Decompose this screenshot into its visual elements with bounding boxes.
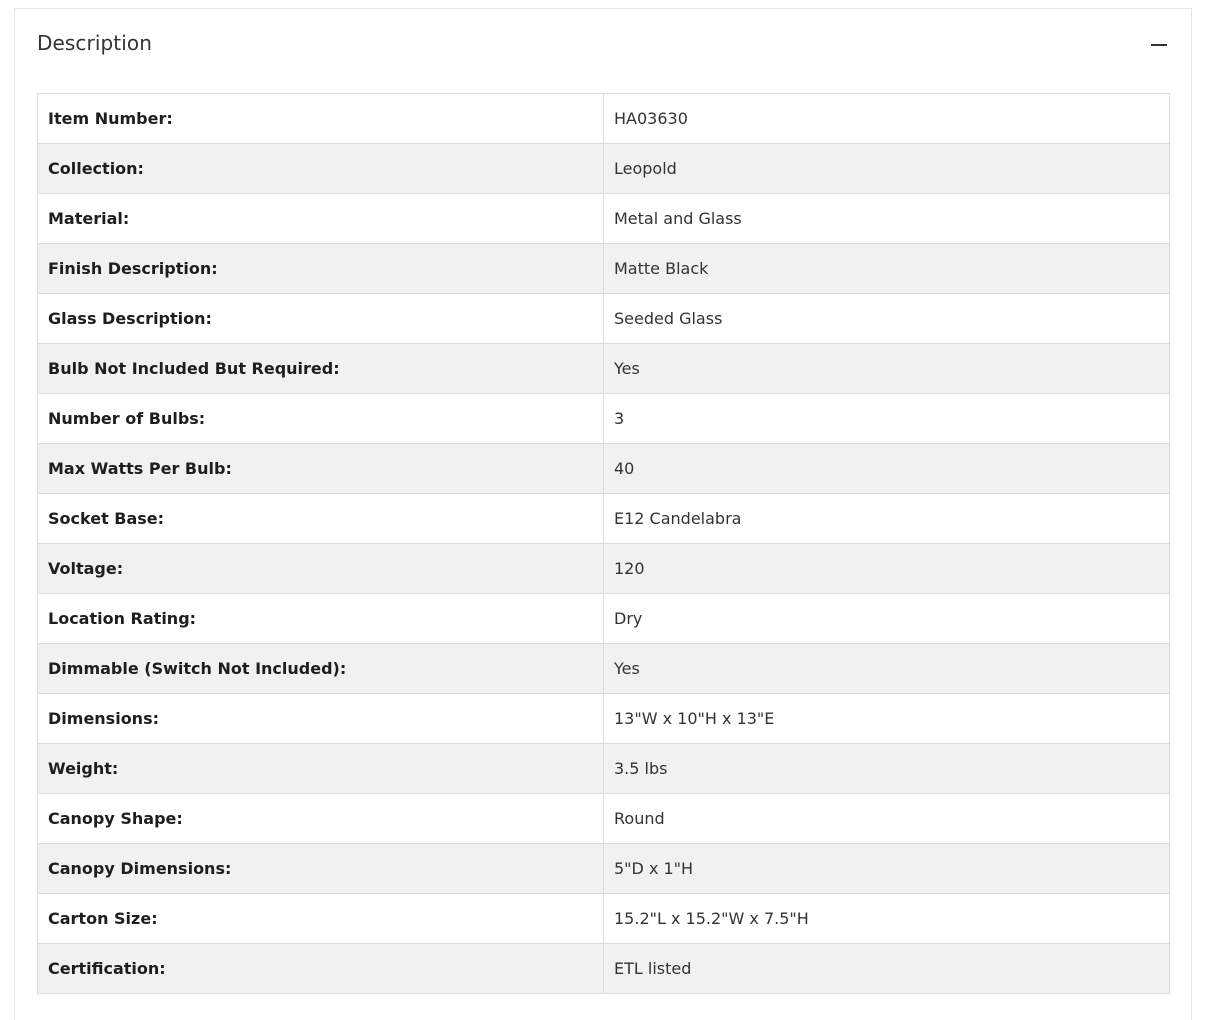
table-row	[38, 544, 1170, 594]
spec-label: Voltage:	[38, 544, 604, 594]
spec-label: Max Watts Per Bulb:	[38, 444, 604, 494]
spec-label: Item Number:	[38, 94, 604, 144]
spec-label: Socket Base:	[38, 494, 604, 544]
spec-value: 3.5 lbs	[604, 744, 1170, 794]
spec-value: Metal and Glass	[604, 194, 1170, 244]
spec-label: Canopy Dimensions:	[38, 844, 604, 894]
spec-value: Dry	[604, 594, 1170, 644]
table-row	[38, 344, 1170, 394]
spec-label: Dimmable (Switch Not Included):	[38, 644, 604, 694]
table-row	[38, 494, 1170, 544]
spec-value: Round	[604, 794, 1170, 844]
collapse-button[interactable]	[1149, 35, 1169, 55]
table-row	[38, 194, 1170, 244]
table-row	[38, 94, 1170, 144]
spec-label: Collection:	[38, 144, 604, 194]
spec-value: E12 Candelabra	[604, 494, 1170, 544]
spec-value: 13"W x 10"H x 13"E	[604, 694, 1170, 744]
spec-value: Seeded Glass	[604, 294, 1170, 344]
spec-value: Leopold	[604, 144, 1170, 194]
spec-label: Dimensions:	[38, 694, 604, 744]
spec-value: ETL listed	[604, 944, 1170, 994]
table-row	[38, 394, 1170, 444]
spec-label: Material:	[38, 194, 604, 244]
spec-label: Glass Description:	[38, 294, 604, 344]
spec-value: 5"D x 1"H	[604, 844, 1170, 894]
section-title: Description	[37, 31, 153, 55]
spec-value: Yes	[604, 644, 1170, 694]
table-row	[38, 794, 1170, 844]
spec-label: Carton Size:	[38, 894, 604, 944]
spec-value: 40	[604, 444, 1170, 494]
spec-label: Certification:	[38, 944, 604, 994]
spec-value: 15.2"L x 15.2"W x 7.5"H	[604, 894, 1170, 944]
table-row	[38, 944, 1170, 994]
table-row	[38, 144, 1170, 194]
table-row	[38, 844, 1170, 894]
table-row	[38, 444, 1170, 494]
spec-label: Canopy Shape:	[38, 794, 604, 844]
table-row	[38, 294, 1170, 344]
spec-value: 120	[604, 544, 1170, 594]
table-row	[38, 244, 1170, 294]
minus-icon	[1151, 44, 1167, 46]
spec-label: Finish Description:	[38, 244, 604, 294]
table-row	[38, 744, 1170, 794]
spec-label: Bulb Not Included But Required:	[38, 344, 604, 394]
spec-label: Number of Bulbs:	[38, 394, 604, 444]
table-row	[38, 894, 1170, 944]
spec-label: Location Rating:	[38, 594, 604, 644]
spec-value: 3	[604, 394, 1170, 444]
spec-value: Matte Black	[604, 244, 1170, 294]
table-row	[38, 644, 1170, 694]
spec-value: HA03630	[604, 94, 1170, 144]
spec-table	[37, 93, 1170, 994]
table-row	[38, 694, 1170, 744]
spec-value: Yes	[604, 344, 1170, 394]
table-row	[38, 594, 1170, 644]
spec-label: Weight:	[38, 744, 604, 794]
description-panel	[14, 8, 1192, 1020]
description-panel-header[interactable]	[15, 9, 1191, 83]
